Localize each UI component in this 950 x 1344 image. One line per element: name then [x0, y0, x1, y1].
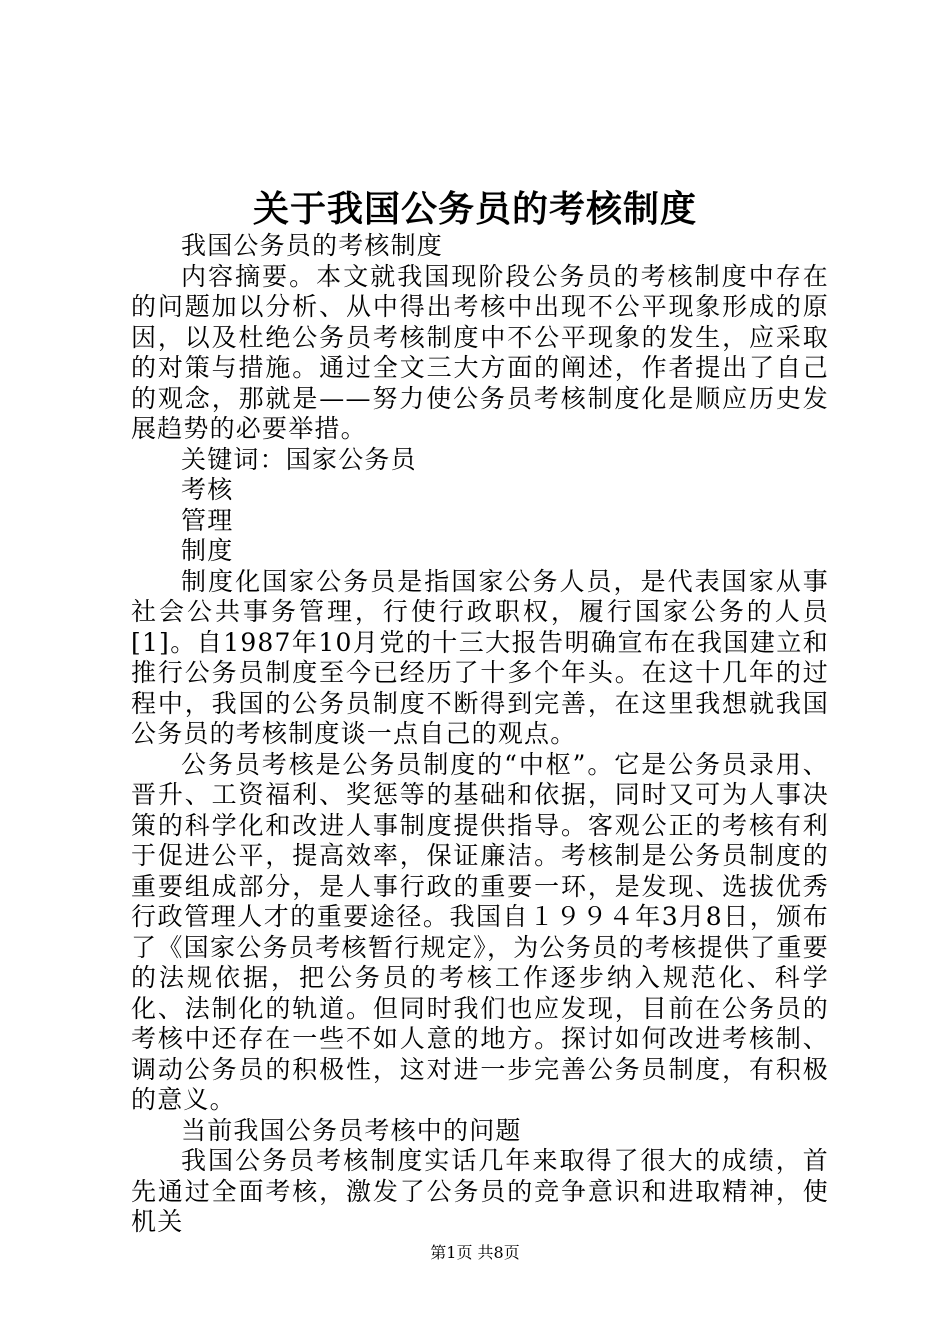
paragraph-subtitle: 我国公务员的考核制度	[181, 231, 444, 260]
section-heading: 当前我国公务员考核中的问题	[181, 1115, 522, 1145]
paragraph-keyword-item: 管理	[181, 505, 234, 535]
paragraph-body: 公务员考核是公务员制度的“中枢”。它是公务员录用、晋升、工资福利、奖惩等的基础和依据，同时又可为人事决策的科学化和改进人事制度提供指导。客观公正的考核有利于促进公平，提高效率，保证廉洁。考核制是公务员制度的重要组成部分，是人事行政的重要一环，是发现、选拔优秀行政管理人才的重要途径。我国自１９９４年3月8日，颁布了《国家公务员考核暂行规定》，为公务员的考核提供了重要的法规依据，把公务员的考核工作逐步纳入规范化、科学化、法制化的轨道。但同时我们也应发现，目前在公务员的考核中还存在一些不如人意的地方。探讨如何改进考核制、调动公务员的积极性，这对进一步完善公务员制度，有积极的意义。	[131, 749, 829, 1114]
paragraph-abstract: 内容摘要。本文就我国现阶段公务员的考核制度中存在的问题加以分析、从中得出考核中出现不公平现象形成的原因，以及杜绝公务员考核制度中不公平现象的发生，应采取的对策与措施。通过全文三大方面的阐述，作者提出了自己的观念，那就是——努力使公务员考核制度化是顺应历史发展趋势的必要举措。	[131, 261, 829, 443]
document-title: 关于我国公务员的考核制度	[252, 188, 697, 230]
document-body	[131, 231, 829, 1238]
paragraph-keywords: 关键词：国家公务员	[181, 444, 417, 474]
paragraph-keyword-item: 制度	[181, 536, 234, 565]
paragraph-body: 我国公务员考核制度实话几年来取得了很大的成绩，首先通过全面考核，激发了公务员的竞争意识和进取精神，使机关	[131, 1146, 829, 1236]
paragraph-body: 制度化国家公务员是指国家公务人员，是代表国家从事社会公共事务管理，行使行政职权，履行国家公务的人员[1]。自1987年10月党的十三大报告明确宣布在我国建立和推行公务员制度至今已经历了十多个年头。在这十几年的过程中，我国的公务员制度不断得到完善，在这里我想就我国公务员的考核制度谈一点自己的观点。	[131, 566, 829, 748]
page-footer: 第1页 共8页	[430, 1243, 520, 1262]
paragraph-keyword-item: 考核	[181, 475, 234, 504]
